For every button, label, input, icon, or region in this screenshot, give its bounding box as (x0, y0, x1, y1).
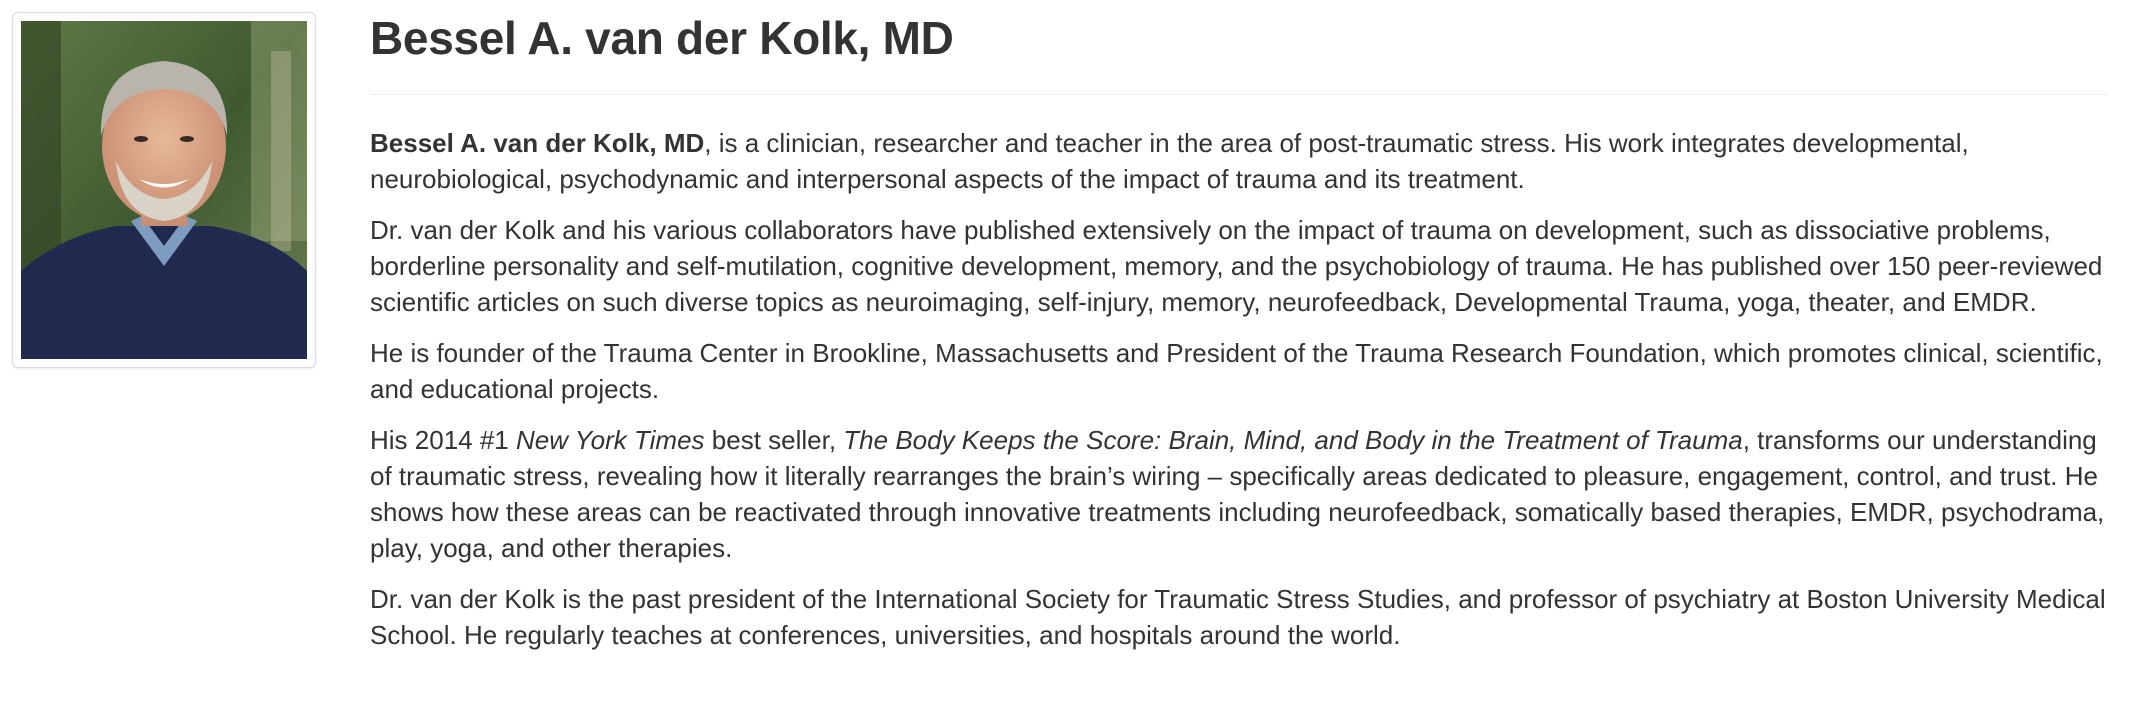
bio-p4-text-1: His 2014 #1 (370, 425, 516, 455)
bio-paragraph-4 (370, 422, 2108, 566)
bio-paragraph-5: Dr. van der Kolk is the past president of the International Society for Traumatic Stress Studies, and professor of psychiatry at Boston University Medical School. He regularly teaches at conferences, universities, and hospitals around the world. (370, 584, 2106, 650)
title-divider (370, 94, 2108, 95)
bio-paragraph-1 (370, 125, 2108, 197)
profile-content (370, 0, 2120, 668)
publication-name: New York Times (515, 425, 705, 455)
profile-photo-frame (12, 12, 316, 368)
bio-p4-text-3: , transforms our understanding of traumatic stress, revealing how it literally rearranges the brain’s wiring – specifically areas dedicated to pleasure, engagement, control, and trust. He shows how these areas can be reactivated through innovative treatments including neurofeedback, somatically based therapies, EMDR, psychodrama, play, yoga, and other therapies. (370, 425, 2105, 563)
bio-name-bold: Bessel A. van der Kolk, MD (370, 128, 705, 158)
book-title: The Body Keeps the Score: Brain, Mind, and Body in the Treatment of Trauma (843, 425, 1743, 455)
profile-photo (21, 21, 307, 359)
bio-p4-text-2: best seller, (704, 425, 844, 455)
bio-paragraph-2: Dr. van der Kolk and his various collaborators have published extensively on the impact of trauma on development, such as dissociative problems, borderline personality and self-mutilation, cognitive development, memory, and the psychobiology of trauma. He has published over 150 peer-reviewed scientific articles on such diverse topics as neuroimaging, self-injury, memory, neurofeedback, Developmental Trauma, yoga, theater, and EMDR. (370, 215, 2103, 317)
bio-paragraph-3: He is founder of the Trauma Center in Brookline, Massachusetts and President of the Trauma Research Foundation, which promotes clinical, scientific, and educational projects. (370, 338, 2103, 404)
bio-paragraph-1-text: , is a clinician, researcher and teacher in the area of post-traumatic stress. His work integrates developmental, neurobiological, psychodynamic and interpersonal aspects of the impact of trauma and its treatment. (370, 128, 1969, 194)
page-title: Bessel A. van der Kolk, MD (370, 12, 954, 64)
